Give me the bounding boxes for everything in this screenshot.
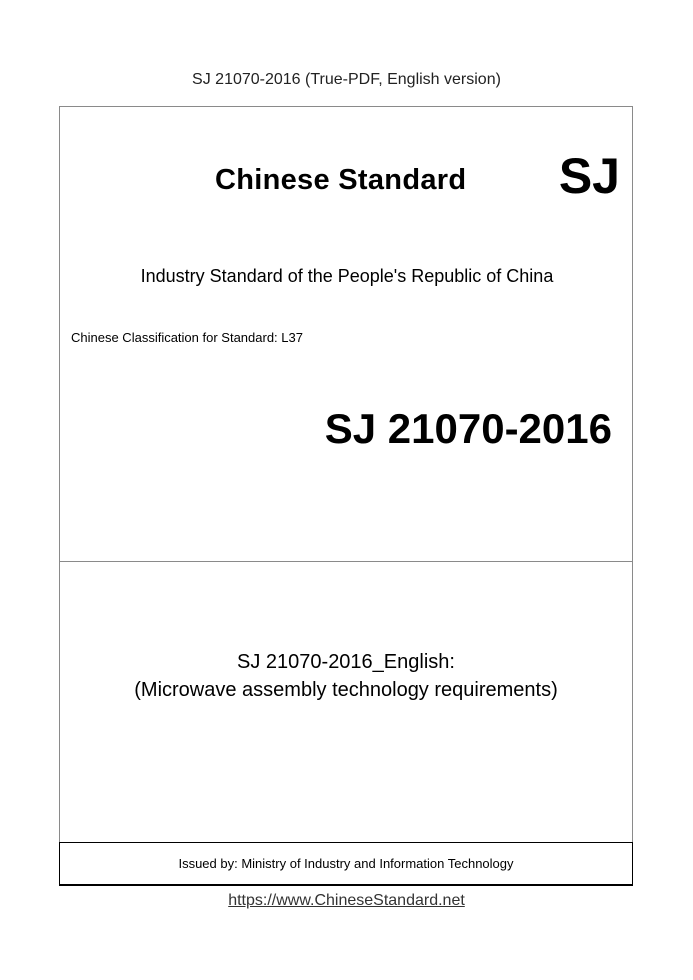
cover-top-section [60, 107, 632, 562]
issuer-text: Issued by: Ministry of Industry and Information Technology [178, 856, 514, 871]
document-title-line2: (Microwave assembly technology requirements) [134, 679, 558, 701]
standard-mark: SJ [558, 148, 620, 204]
cover-title: Chinese Standard [215, 164, 467, 196]
standard-number: SJ 21070-2016 [324, 405, 612, 452]
page-header: SJ 21070-2016 (True-PDF, English version) [192, 71, 501, 88]
document-title-line1: SJ 21070-2016_English: [237, 651, 455, 673]
cover-frame [59, 106, 633, 886]
document-title-section [60, 562, 632, 842]
cover-subtitle: Industry Standard of the People's Republic of China [140, 266, 554, 286]
issuer-box [59, 842, 633, 886]
website-link[interactable]: https://www.ChineseStandard.net [228, 892, 465, 909]
classification-label: Chinese Classification for Standard: L37 [71, 330, 303, 345]
